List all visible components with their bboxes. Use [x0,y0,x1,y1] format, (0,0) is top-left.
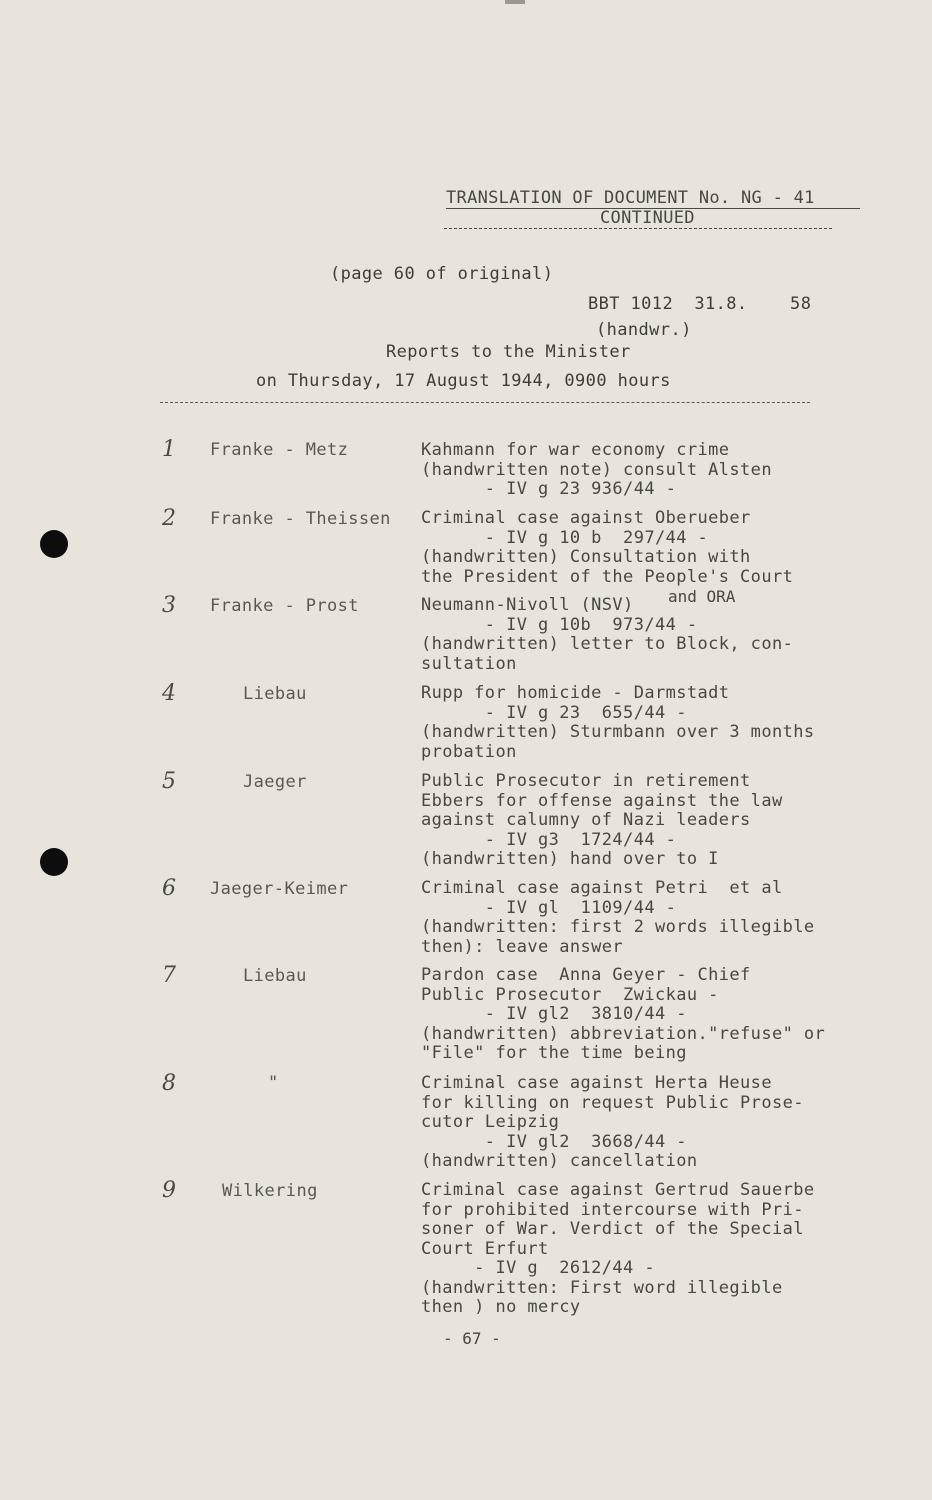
entry-line: Criminal case against Herta Heuse [421,1073,772,1093]
entry-line: Criminal case against Gertrud Sauerbe [421,1180,815,1200]
entry-participants: Franke - Prost [210,596,359,616]
entry-line: for prohibited intercourse with Pri- [421,1199,804,1220]
entry-participants: Liebau [243,684,307,704]
entry-number-mark: 1 [162,437,176,462]
file-reference: BBT 1012 31.8. 58 [588,294,812,314]
entry-line: Court Erfurt [421,1238,549,1259]
entry-details [421,879,861,957]
entry-line: - IV g 23 655/44 - [421,702,687,723]
report-date-line: on Thursday, 17 August 1944, 0900 hours [256,371,671,391]
entry-participants: Wilkering [222,1181,318,1201]
entry-details [421,772,861,870]
entry-details [421,684,861,762]
entry-line: - IV gl2 3668/44 - [421,1131,687,1152]
entry-line: cutor Leipzig [421,1112,560,1132]
entry-line: Criminal case against Petri et al [421,878,783,898]
entry-number-mark: 7 [162,963,176,988]
entry-details [421,441,861,500]
entry-participants: " [268,1073,279,1093]
entry-line: - IV g 2612/44 - [421,1258,655,1278]
entry-line: for killing on request Public Prose- [421,1092,804,1113]
entry-details [421,966,861,1064]
entry-details [421,596,861,674]
entry-line: sultation [421,653,517,674]
entry-line: probation [421,741,517,762]
entry-line: (handwritten) hand over to I [421,849,719,869]
entry-line: "File" for the time being [421,1043,687,1063]
page-edge-mark [505,0,525,4]
punch-hole-bottom [40,848,68,876]
entry-details [421,1181,861,1318]
entry-participants: Franke - Theissen [210,509,391,529]
entry-line: - IV gl 1109/44 - [421,897,677,918]
entry-line: Neumann-Nivoll (NSV) [421,595,634,615]
entry-participants: Liebau [243,966,307,986]
entry-participants: Jaeger-Keimer [210,879,349,899]
page-number: - 67 - [443,1329,501,1348]
entry-superscript-note: and ORA [668,587,736,606]
entry-line: (handwritten) abbreviation."refuse" or [421,1023,826,1044]
entry-participants: Franke - Metz [210,440,349,460]
continued-underline [444,228,832,229]
entry-number-mark: 2 [162,506,176,531]
entry-line: (handwritten) Sturmbann over 3 months [421,722,815,742]
section-divider [160,402,810,403]
entry-line: Public Prosecutor Zwickau - [421,984,719,1005]
entry-number-mark: 9 [162,1178,176,1203]
entry-line: (handwritten: first 2 words illegible [421,917,815,937]
entry-participants: Jaeger [243,772,307,792]
entry-line: Rupp for homicide - Darmstadt [421,683,730,703]
entry-line: (handwritten: First word illegible [421,1277,783,1298]
entry-details [421,509,861,587]
entry-number-mark: 5 [162,769,176,794]
entry-line: (handwritten) Consultation with [421,547,751,567]
report-heading: Reports to the Minister [386,342,631,362]
entry-line: Public Prosecutor in retirement [421,771,751,791]
entry-line: - IV g 23 936/44 - [421,479,677,499]
entry-line: then): leave answer [421,936,624,957]
entry-line: - IV g 10 b 297/44 - [421,527,709,548]
page-reference: (page 60 of original) [330,264,554,284]
entry-line: against calumny of Nazi leaders [421,810,751,830]
entry-line: soner of War. Verdict of the Special [421,1219,804,1239]
entry-line: (handwritten note) consult Alsten [421,459,772,480]
entry-line: - IV gl2 3810/44 - [421,1004,687,1024]
handwritten-note: (handwr.) [596,320,692,340]
document-continued: CONTINUED [600,208,695,228]
entry-number-mark: 4 [162,681,176,706]
punch-hole-top [40,530,68,558]
entry-number-mark: 3 [162,593,176,618]
entry-line: Kahmann for war economy crime [421,440,730,460]
entry-line: (handwritten) letter to Block, con- [421,634,794,654]
entry-number-mark: 6 [162,876,176,901]
entry-line: the President of the People's Court [421,566,794,587]
entry-number-mark: 8 [162,1071,176,1096]
entry-line: Ebbers for offense against the law [421,790,783,811]
entry-line: - IV g3 1724/44 - [421,829,677,850]
entry-line: - IV g 10b 973/44 - [421,614,698,635]
entry-line: Pardon case Anna Geyer - Chief [421,965,751,985]
entry-details [421,1074,861,1172]
document-title: TRANSLATION OF DOCUMENT No. NG - 41 [446,188,815,208]
entry-line: then ) no mercy [421,1297,581,1317]
entry-line: (handwritten) cancellation [421,1151,698,1171]
entry-line: Criminal case against Oberueber [421,508,751,528]
